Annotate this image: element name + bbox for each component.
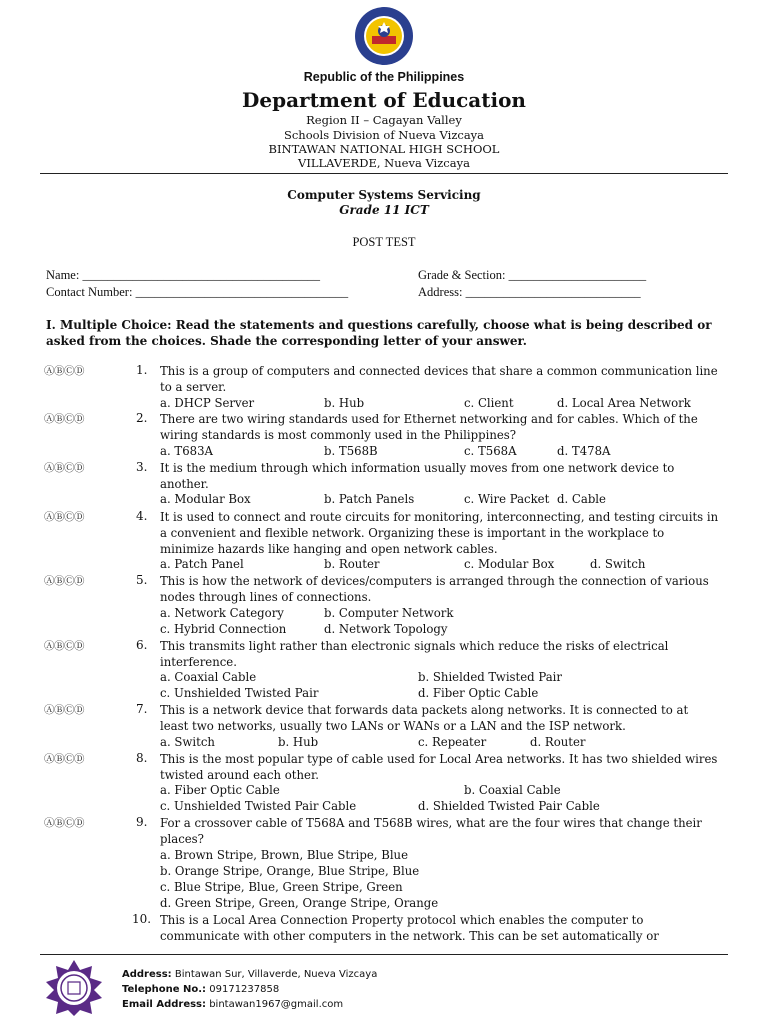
deped-seal-logo (354, 6, 414, 66)
answer-option: c. Repeater (418, 735, 487, 749)
division-line: Schools Division of Nueva Vizcaya (283, 128, 485, 142)
answer-option: b. T568B (324, 444, 378, 458)
footer-email-label: Email Address: (122, 999, 207, 1010)
answer-option: b. Orange Stripe, Orange, Blue Stripe, Blue (160, 864, 420, 878)
header-divider (40, 173, 728, 174)
footer-phone-value: 09171237858 (209, 984, 280, 995)
answer-option: c. Unshielded Twisted Pair Cable (160, 799, 357, 813)
answer-option: b. Shielded Twisted Pair (418, 670, 562, 684)
department-heading: Department of Education (242, 88, 526, 112)
school-seal-logo (44, 958, 104, 1018)
footer-email-value[interactable]: bintawan1967@gmail.com (209, 999, 344, 1010)
answer-option: d. Cable (557, 492, 606, 506)
answer-option: b. Hub (278, 735, 319, 749)
answer-bubbles[interactable]: ⒶⒷⒸⒹ (44, 365, 84, 377)
question-text: This is a group of computers and connected devices that share a common communication line to a server. (160, 364, 718, 394)
answer-option: d. Switch (590, 557, 646, 571)
answer-option: d. Shielded Twisted Pair Cable (418, 799, 600, 813)
answer-bubbles[interactable]: ⒶⒷⒸⒹ (44, 575, 84, 587)
question-number: 5. (136, 573, 148, 587)
question-text: This is the most popular type of cable used for Local Area networks. It has two shielded wires twisted around each other. (160, 752, 718, 782)
answer-option: a. Fiber Optic Cable (160, 783, 280, 797)
instructions: I. Multiple Choice: Read the statements and questions carefully, choose what is being described or asked from the choices. Shade the corresponding letter of your answer. (46, 318, 712, 348)
answer-option: c. Hybrid Connection (160, 622, 287, 636)
answer-option: c. Modular Box (464, 557, 555, 571)
answer-bubbles[interactable]: ⒶⒷⒸⒹ (44, 640, 84, 652)
test-title: POST TEST (352, 235, 416, 249)
answer-option: d. Network Topology (324, 622, 448, 636)
answer-bubbles[interactable]: ⒶⒷⒸⒹ (44, 413, 84, 425)
answer-option: b. Hub (324, 396, 365, 410)
answer-option: d. Local Area Network (557, 396, 691, 410)
question-text: It is the medium through which information usually moves from one network device to another. (160, 461, 675, 491)
answer-option: c. Unshielded Twisted Pair (160, 686, 319, 700)
answer-option: a. Coaxial Cable (160, 670, 257, 684)
answer-option: a. T683A (160, 444, 213, 458)
footer-divider (40, 954, 728, 955)
school-line: BINTAWAN NATIONAL HIGH SCHOOL (268, 142, 500, 156)
republic-heading: Republic of the Philippines (303, 70, 465, 84)
answer-option: a. Network Category (160, 606, 284, 620)
question-text: It is used to connect and route circuits for monitoring, interconnecting, and testing circuits in a convenient and flexible network. Organizing these is important in the workplace to minimize hazards like hanging and open network cables. (160, 510, 719, 556)
answer-option: c. Wire Packet (464, 492, 550, 506)
question-number: 7. (136, 702, 148, 716)
grade-section-field[interactable]: Grade & Section: ______________________ (418, 268, 647, 282)
question-text: There are two wiring standards used for Ethernet networking and for cables. Which of the wiring standards is most commonly used in the Philippines? (160, 412, 698, 442)
subject-title: Computer Systems Servicing (287, 188, 481, 202)
grade-subtitle: Grade 11 ICT (339, 203, 429, 217)
answer-option: a. Modular Box (160, 492, 251, 506)
answer-option: b. Router (324, 557, 380, 571)
footer-email (122, 997, 343, 1013)
question-text: For a crossover cable of T568A and T568B wires, what are the four wires that change their places? (160, 816, 702, 846)
question-number: 8. (136, 751, 148, 765)
answer-option: b. Computer Network (324, 606, 454, 620)
answer-option: c. Client (464, 396, 514, 410)
answer-option: c. Blue Stripe, Blue, Green Stripe, Green (160, 880, 403, 894)
question-number: 4. (136, 509, 148, 523)
answer-option: d. Router (530, 735, 586, 749)
address-field[interactable]: Address: ____________________________ (418, 285, 641, 299)
answer-bubbles[interactable]: ⒶⒷⒸⒹ (44, 462, 84, 474)
answer-option: d. Green Stripe, Green, Orange Stripe, Orange (160, 896, 439, 910)
question-text: This transmits light rather than electronic signals which reduce the risks of electrical interference. (160, 639, 669, 669)
question-number: 10. (132, 912, 152, 926)
region-line: Region II – Cagayan Valley (306, 113, 462, 127)
answer-option: a. Switch (160, 735, 215, 749)
question-number: 6. (136, 638, 148, 652)
question-text: This is a network device that forwards data packets along networks. It is connected to at least two networks, usually two LANs or WANs or a LAN and the ISP network. (160, 703, 689, 733)
footer-address-value: Bintawan Sur, Villaverde, Nueva Vizcaya (174, 969, 378, 980)
answer-bubbles[interactable]: ⒶⒷⒸⒹ (44, 753, 84, 765)
question-text: This is a Local Area Connection Property protocol which enables the computer to communicate with other computers in the network. This can be set automatically or (160, 913, 659, 943)
location-line: VILLAVERDE, Nueva Vizcaya (298, 156, 470, 170)
answer-option: a. Patch Panel (160, 557, 244, 571)
contact-number-field[interactable]: Contact Number: __________________________________ (46, 285, 349, 299)
answer-option: a. DHCP Server (160, 396, 255, 410)
answer-option: d. T478A (557, 444, 611, 458)
question-number: 3. (136, 460, 148, 474)
question-number: 1. (136, 363, 148, 377)
answer-option: a. Brown Stripe, Brown, Blue Stripe, Blue (160, 848, 408, 862)
answer-bubbles[interactable]: ⒶⒷⒸⒹ (44, 511, 84, 523)
name-field[interactable]: Name: ______________________________________ (46, 268, 320, 282)
answer-bubbles[interactable]: ⒶⒷⒸⒹ (44, 704, 84, 716)
footer-phone-label: Telephone No.: (122, 984, 207, 995)
footer-address (122, 967, 377, 983)
footer-address-label: Address: (122, 969, 172, 980)
question-number: 9. (136, 815, 148, 829)
answer-option: d. Fiber Optic Cable (418, 686, 539, 700)
answer-option: c. T568A (464, 444, 517, 458)
footer-phone (122, 982, 279, 998)
answer-option: b. Coaxial Cable (464, 783, 561, 797)
question-text: This is how the network of devices/computers is arranged through the connection of various nodes through lines of connections. (160, 574, 709, 604)
answer-option: b. Patch Panels (324, 492, 415, 506)
answer-bubbles[interactable]: ⒶⒷⒸⒹ (44, 817, 84, 829)
question-number: 2. (136, 411, 148, 425)
